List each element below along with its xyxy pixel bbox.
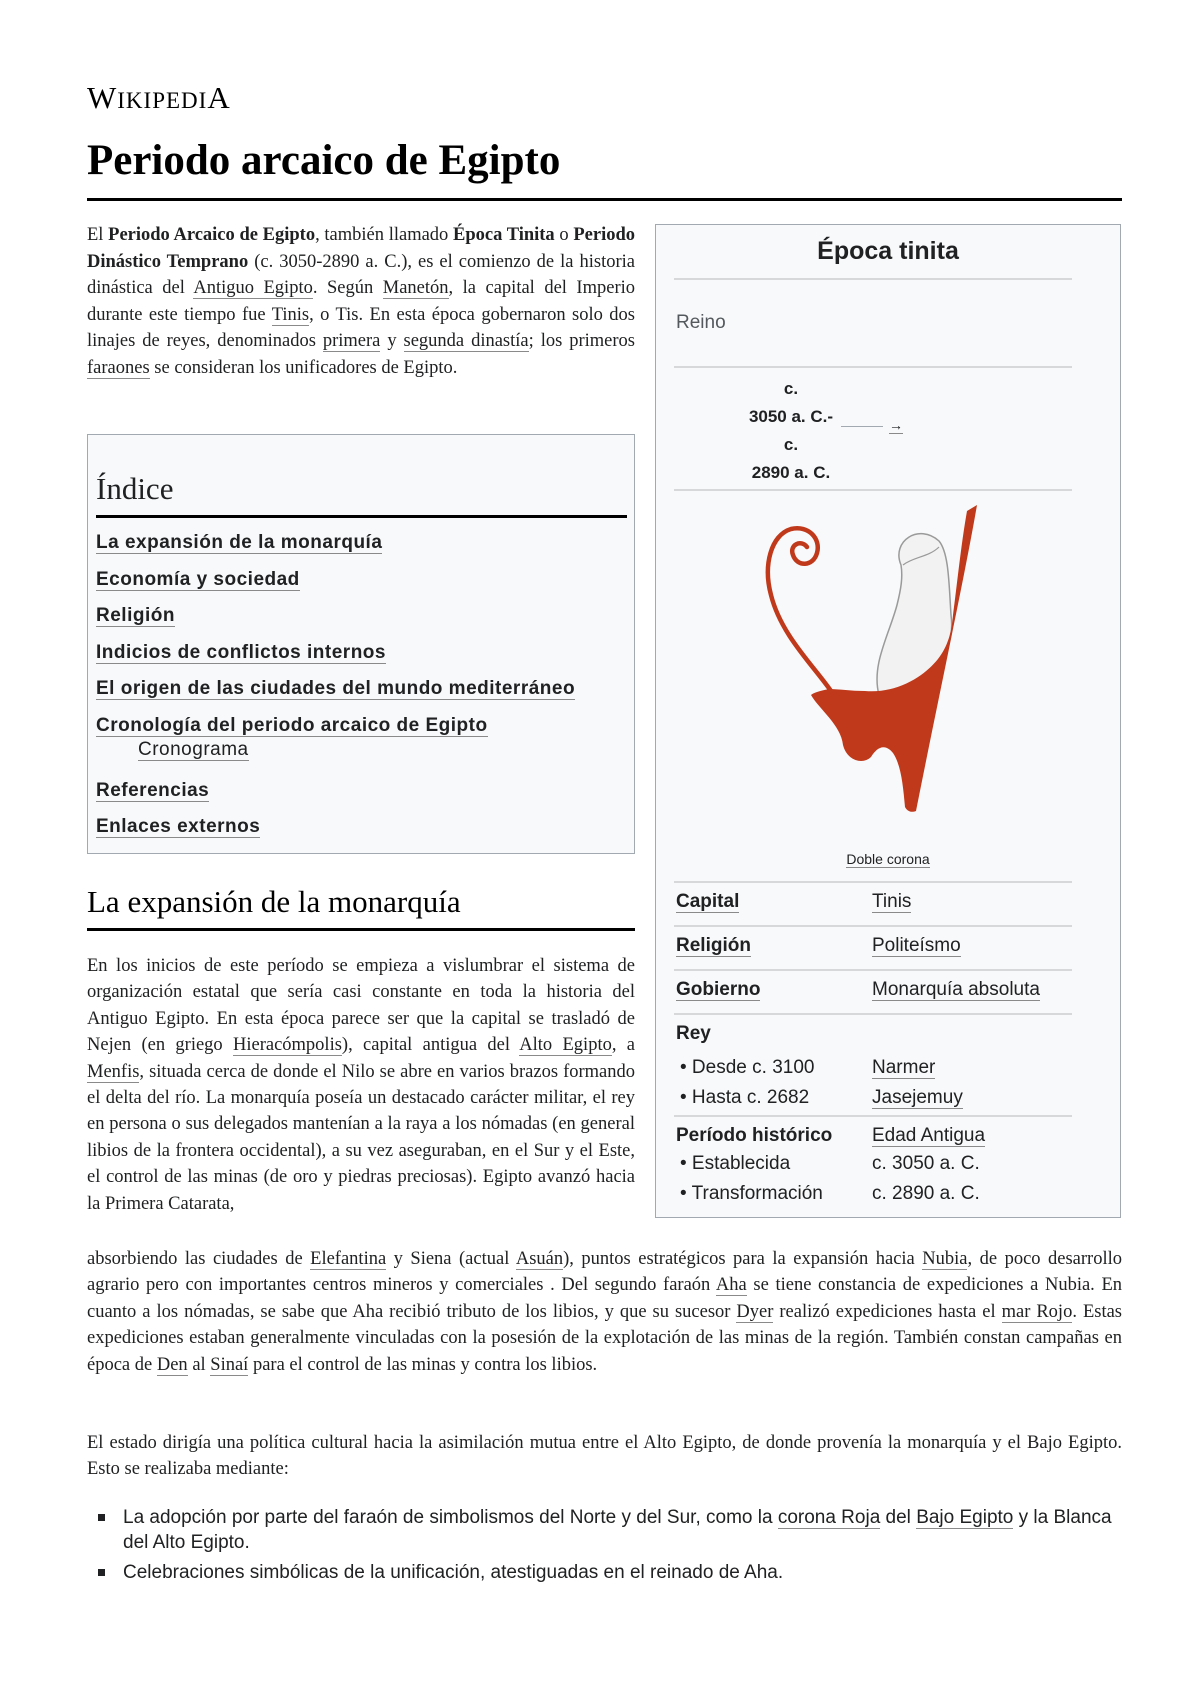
infobox-divider <box>674 1115 1072 1117</box>
section-heading-expansion: La expansión de la monarquía <box>87 884 461 919</box>
table-of-contents <box>87 434 635 854</box>
link-segunda-dinastia[interactable]: segunda dinastía <box>403 331 529 351</box>
infobox-divider <box>674 1013 1072 1015</box>
bullet-list <box>87 1505 1122 1590</box>
infobox-title: Época tinita <box>817 237 959 265</box>
predecessor-placeholder <box>841 426 883 427</box>
link-nubia[interactable]: Nubia <box>922 1249 968 1269</box>
toc-item-economia[interactable]: Economía y sociedad <box>96 568 300 590</box>
link-alto-egipto[interactable]: Alto Egipto <box>519 1035 612 1056</box>
section-divider <box>87 928 635 931</box>
link-mar-rojo[interactable]: mar Rojo <box>1001 1301 1073 1322</box>
title-divider <box>87 198 1122 201</box>
toc-item-cronograma[interactable]: Cronograma <box>138 738 249 760</box>
page-title: Periodo arcaico de Egipto <box>87 137 561 184</box>
toc-divider <box>96 515 627 518</box>
infobox-type: Reino <box>676 312 726 333</box>
double-crown-image[interactable] <box>751 495 1031 825</box>
infobox-divider <box>674 881 1072 883</box>
body-paragraph-1b: absorbiendo las ciudades de Elefantina y Siena (actual Asuán), puntos estratégicos para la expansión hacia Nubia, de poco desarrollo agrario pero con importantes centros mineros y comerciales . Del segundo faraón Aha se tiene constancia de expediciones a Nubia. En cuanto a los nómadas, se sabe que Aha recibió tributo de los libios, y que su sucesor Dyer realizó expediciones hasta el mar Rojo. Estas expediciones estaban generalmente vinculadas con la posesión de la explotación de las minas de la región. También constan campañas en época de Den al Sinaí para el control de las minas y contra los libios. <box>87 1249 1123 1375</box>
link-primera-dinastia[interactable]: primera <box>322 331 381 351</box>
infobox-divider <box>674 489 1072 491</box>
link-menfis[interactable]: Menfis <box>87 1061 140 1082</box>
toc-item-expansion[interactable]: La expansión de la monarquía <box>96 532 383 553</box>
infobox-succession-nav <box>841 417 903 433</box>
link-hieracompolis[interactable]: Hieracómpolis <box>233 1035 342 1056</box>
image-caption[interactable]: Doble corona <box>846 851 930 867</box>
toc-item-ciudades[interactable]: El origen de las ciudades del mundo mediterráneo <box>96 678 576 700</box>
toc-item-conflictos[interactable]: Indicios de conflictos internos <box>96 641 386 663</box>
successor-arrow-icon[interactable]: → <box>889 417 903 433</box>
toc-list <box>96 525 626 846</box>
infobox-divider <box>674 366 1072 368</box>
toc-heading: Índice <box>96 471 174 506</box>
link-asuan[interactable]: Asuán <box>515 1249 564 1269</box>
link-antiguo-egipto[interactable]: Antiguo Egipto <box>193 278 313 298</box>
link-sinai[interactable]: Sinaí <box>210 1354 249 1375</box>
link-den[interactable]: Den <box>156 1354 188 1375</box>
body-paragraph-2: El estado dirigía una política cultural hacia la asimilación mutua entre el Alto Egipto, de donde provenía la monarquía y el Bajo Egipto. Esto se realizaba mediante: <box>87 1433 1122 1480</box>
link-bajo-egipto[interactable]: Bajo Egipto <box>916 1507 1014 1528</box>
wikipedia-logo[interactable]: WIKIPEDIA <box>87 80 231 115</box>
link-maneton[interactable]: Manetón <box>382 278 449 298</box>
link-aha[interactable]: Aha <box>715 1275 747 1296</box>
infobox-divider <box>674 969 1072 971</box>
toc-item-enlaces[interactable]: Enlaces externos <box>96 816 261 838</box>
toc-item-religion[interactable]: Religión <box>96 605 175 627</box>
link-faraones[interactable]: faraones <box>87 357 150 378</box>
link-dyer[interactable]: Dyer <box>736 1301 774 1322</box>
link-elefantina[interactable]: Elefantina <box>310 1249 387 1269</box>
list-item: Celebraciones simbólicas de la unificación, atestiguadas en el reinado de Aha. <box>87 1560 1122 1585</box>
toc-item-cronologia[interactable]: Cronología del periodo arcaico de Egipto <box>96 714 488 736</box>
toc-item-referencias[interactable]: Referencias <box>96 779 210 801</box>
link-tinis[interactable]: Tinis <box>271 304 310 325</box>
infobox-divider <box>674 278 1072 280</box>
link-corona-roja[interactable]: corona Roja <box>777 1507 881 1528</box>
list-item: La adopción por parte del faraón de simbolismos del Norte y del Sur, como la corona Roja del Bajo Egipto y la Blanca del Alto Egipto. <box>87 1505 1122 1555</box>
infobox: Época tinita Reino c. 3050 a. C.- c. 2890 a. C. → Doble corona Capital Tinis Religión Politeísmo Gobierno Monarquía absoluta Rey • Desde c. 3100 Narmer • Hasta c. 2682 Jasejemuy Período histórico Edad Antigua • Establecida c. 3050 a. C. • Transformación c. 2890 a. C. <box>655 224 1121 1218</box>
infobox-divider <box>674 925 1072 927</box>
intro-paragraph: El Periodo Arcaico de Egipto, también llamado Época Tinita o Periodo Dinástico Temprano (c. 3050-2890 a. C.), es el comienzo de la historia dinástica del Antiguo Egipto. Según Manetón, la capital del Imperio durante este tiempo fue Tinis, o Tis. En esta época gobernaron solo dos linajes de reyes, denominados primera y segunda dinastía; los primeros faraones se consideran los unificadores de Egipto. <box>87 225 636 378</box>
body-paragraph-1a: En los inicios de este período se empieza a vislumbrar el sistema de organización estatal que sería casi constante en toda la historia del Antiguo Egipto. En esta época parece ser que la capital se trasladó de Nejen (en griego Hieracómpolis), capital antigua del Alto Egipto, a Menfis, situada cerca de donde el Nilo se abre en varios brazos formando el delta del río. La monarquía poseía un destacado carácter militar, el rey en persona o sus delegados mantenían a la raya a los nómadas (en general libios de la frontera occidental), a su vez aseguraban, en el Sur y el Este, el control de las minas (de oro y piedras preciosas). Egipto avanzó hacia la Primera Catarata, <box>87 956 635 1214</box>
infobox-date-range: c. 3050 a. C.- c. 2890 a. C. <box>748 379 834 482</box>
